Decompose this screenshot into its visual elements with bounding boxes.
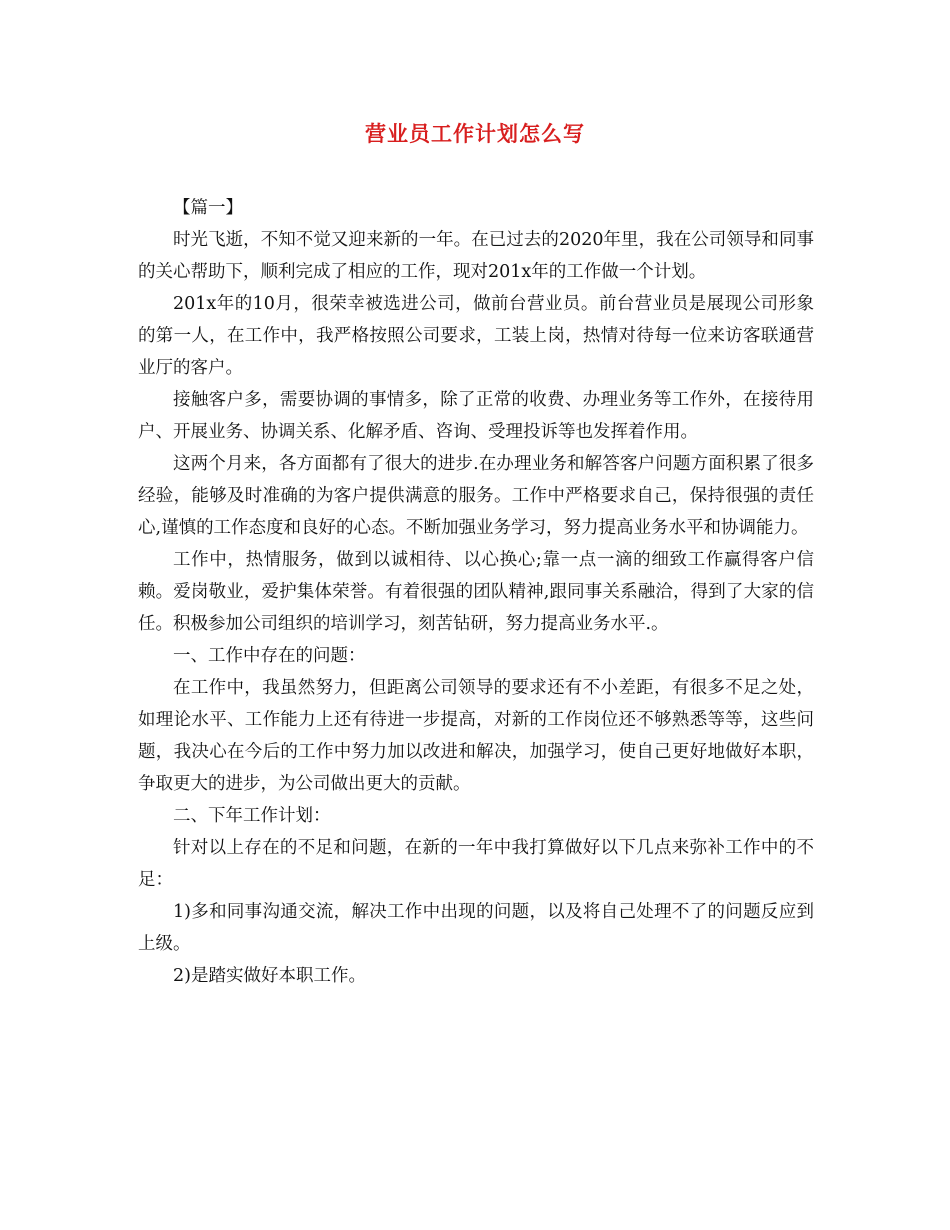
plan-item-2: 2)是踏实做好本职工作。 <box>173 966 366 986</box>
paragraph-6: 在工作中，我虽然努力，但距离公司领导的要求还有不小差距，有很多不足之处，如理论水平、工作能力上还有待进一步提高，对新的工作岗位还不够熟悉等等，这些问题，我决心在今后的工作中努力加以改进和解决，加强学习，使自己更好地做好本职，争取更大的进步，为公司做出更大的贡献。 <box>138 678 814 794</box>
plan-item-1: 1)多和同事沟通交流，解决工作中出现的问题，以及将自己处理不了的问题反应到上级。 <box>138 902 814 954</box>
document-body <box>138 192 814 992</box>
paragraph-7: 针对以上存在的不足和问题，在新的一年中我打算做好以下几点来弥补工作中的不足： <box>138 838 814 890</box>
problems-heading: 一、工作中存在的问题： <box>173 646 366 666</box>
paragraph-1: 时光飞逝，不知不觉又迎来新的一年。在已过去的2020年里，我在公司领导和同事的关心帮助下，顺利完成了相应的工作，现对201x年的工作做一个计划。 <box>138 230 814 282</box>
paragraph-5: 工作中，热情服务，做到以诚相待、以心换心;靠一点一滴的细致工作赢得客户信赖。爱岗敬业，爱护集体荣誉。有着很强的团队精神,跟同事关系融洽，得到了大家的信任。积极参加公司组织的培训学习，刻苦钻研，努力提高业务水平.。 <box>138 550 814 634</box>
section-heading: 【篇一】 <box>173 198 243 218</box>
document-title: 营业员工作计划怎么写 <box>365 121 585 146</box>
paragraph-3: 接触客户多，需要协调的事情多，除了正常的收费、办理业务等工作外，在接待用户、开展业务、协调关系、化解矛盾、咨询、受理投诉等也发挥着作用。 <box>138 390 814 442</box>
plan-heading: 二、下年工作计划： <box>173 806 331 826</box>
paragraph-2: 201x年的10月，很荣幸被选进公司，做前台营业员。前台营业员是展现公司形象的第一人，在工作中，我严格按照公司要求，工装上岗，热情对待每一位来访客联通营业厅的客户。 <box>138 294 814 378</box>
paragraph-4: 这两个月来，各方面都有了很大的进步.在办理业务和解答客户问题方面积累了很多经验，能够及时准确的为客户提供满意的服务。工作中严格要求自己，保持很强的责任心,谨慎的工作态度和良好的心态。不断加强业务学习，努力提高业务水平和协调能力。 <box>138 454 814 538</box>
